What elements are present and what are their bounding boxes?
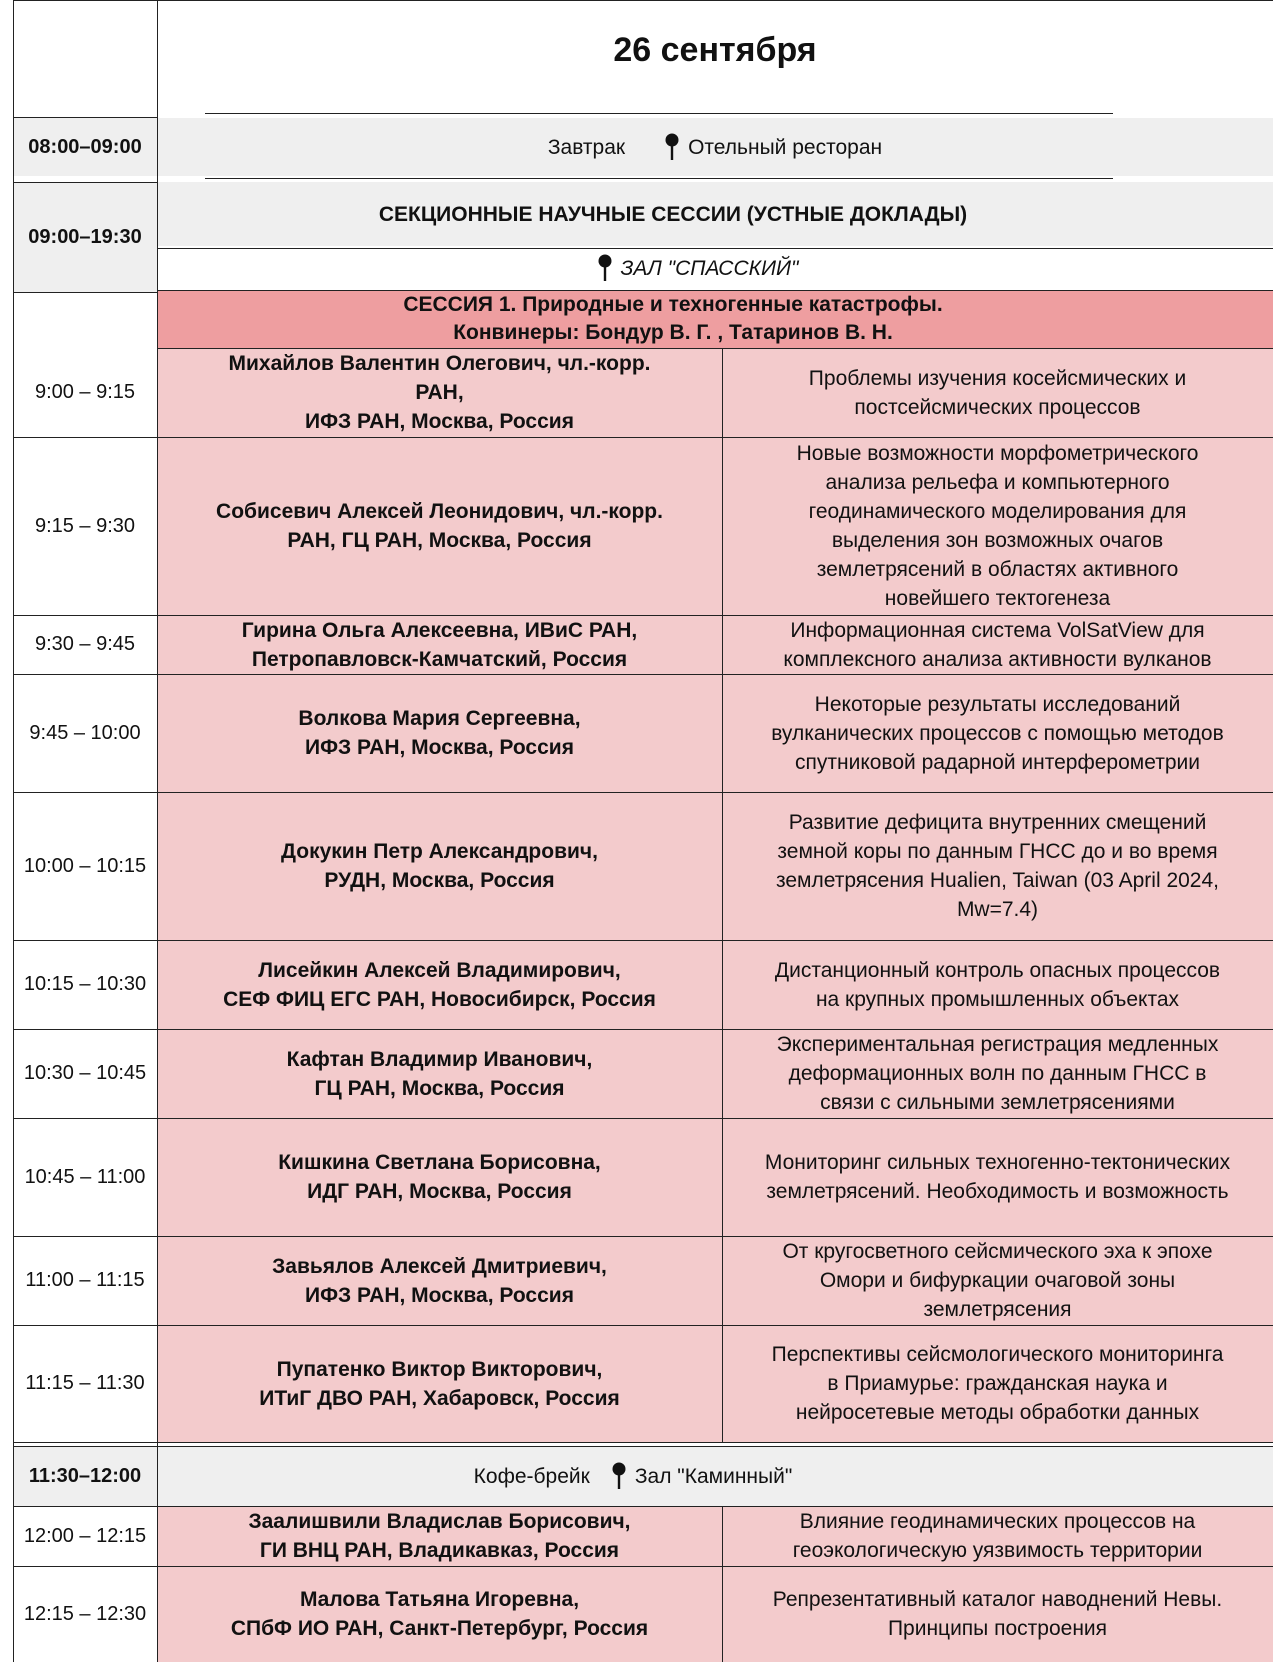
grid-line — [13, 1325, 1273, 1326]
session-title: СЕССИЯ 1. Природные и техногенные катастрофы. — [403, 293, 943, 316]
talk-speaker: Лисейкин Алексей Владимирович, СЕФ ФИЦ ЕГС РАН, Новосибирск, Россия — [157, 940, 722, 1029]
grid-line — [13, 1442, 1273, 1443]
grid-line — [13, 1446, 1273, 1447]
talk-time: 9:30 – 9:45 — [34, 633, 136, 655]
session-conveners: Конвинеры: Бондур В. Г. , Татаринов В. Н. — [453, 321, 893, 344]
talk-title: Влияние геодинамических процессов на геоэкологическую уязвимость территории — [722, 1506, 1273, 1566]
talk-time: 10:15 – 10:30 — [23, 973, 147, 995]
talk-title: Некоторые результаты исследований вулканических процессов с помощью методов спутниковой радарной интерферометрии — [722, 674, 1273, 792]
talk-title: Репрезентативный каталог наводнений Невы. Принципы построения — [722, 1566, 1273, 1662]
sessions-title-text: СЕКЦИОННЫЕ НАУЧНЫЕ СЕССИИ (УСТНЫЕ ДОКЛАДЫ) — [378, 202, 968, 226]
grid-line — [13, 0, 1273, 1]
talk-title: Мониторинг сильных техногенно-тектонических землетрясений. Необходимость и возможность — [722, 1118, 1273, 1236]
location-pin-icon — [665, 133, 679, 161]
talk-title: Экспериментальная регистрация медленных деформационных волн по данным ГНСС в связи с сильными землетрясениями — [722, 1029, 1273, 1118]
location-pin-icon — [612, 1462, 626, 1490]
talk-title: От кругосветного сейсмического эха к эпохе Омори и бифуркации очаговой зоны землетрясения — [722, 1236, 1273, 1325]
breakfast-info — [157, 118, 1273, 176]
grid-line — [205, 113, 1113, 114]
grid-line — [13, 792, 1273, 793]
talk-time: 10:00 – 10:15 — [23, 854, 147, 877]
grid-line — [13, 292, 157, 293]
talk-speaker: Волкова Мария Сергеевна, ИФЗ РАН, Москва, Россия — [157, 674, 722, 792]
breakfast-place — [665, 133, 882, 162]
talk-speaker: Пупатенко Виктор Викторович, ИТиГ ДВО РАН, Хабаровск, Россия — [157, 1325, 722, 1442]
talk-speaker: Кишкина Светлана Борисовна, ИДГ РАН, Москва, Россия — [157, 1118, 722, 1236]
grid-line — [13, 1118, 1273, 1119]
talk-time: 10:45 – 11:00 — [24, 1165, 146, 1188]
grid-line — [13, 1029, 1273, 1030]
grid-line — [13, 1566, 1273, 1567]
grid-line — [13, 674, 1273, 675]
grid-line — [13, 182, 157, 183]
grid-line — [157, 348, 1273, 349]
talk-speaker: Михайлов Валентин Олегович, чл.-корр. РАН, ИФЗ РАН, Москва, Россия — [157, 348, 722, 437]
talk-speaker: Кафтан Владимир Иванович, ГЦ РАН, Москва, Россия — [157, 1029, 722, 1118]
talk-title: Дистанционный контроль опасных процессов на крупных промышленных объектах — [722, 940, 1273, 1029]
talk-speaker: Завьялов Алексей Дмитриевич, ИФЗ РАН, Москва, Россия — [157, 1236, 722, 1325]
sessions-time: 09:00–19:30 — [28, 225, 142, 248]
breakfast-place-label: Отельный ресторан — [688, 135, 883, 159]
session-header — [157, 290, 1273, 348]
talk-time: 9:15 – 9:30 — [34, 514, 136, 537]
grid-line — [13, 615, 1273, 616]
talk-time: 12:15 – 12:30 — [23, 1602, 147, 1625]
grid-line — [722, 1506, 723, 1662]
day-title: 26 сентября — [613, 30, 817, 69]
talk-time: 9:45 – 10:00 — [29, 721, 141, 744]
talk-title: Информационная система VolSatView для комплексного анализа активности вулканов — [722, 615, 1273, 674]
grid-line — [13, 437, 1273, 438]
sessions-title — [157, 182, 1273, 246]
talk-time: 12:00 – 12:15 — [23, 1524, 147, 1547]
grid-line — [157, 290, 1273, 291]
grid-line — [157, 0, 158, 1662]
talk-speaker: Заалишвили Владислав Борисович, ГИ ВНЦ РАН, Владикавказ, Россия — [157, 1506, 722, 1566]
grid-line — [13, 1236, 1273, 1237]
talk-title: Новые возможности морфометрического анализа рельефа и компьютерного геодинамического моделирования для выделения зон возможных очагов землетрясений в областях активного новейшего тектогенеза — [722, 437, 1273, 615]
talk-title: Проблемы изучения косейсмических и постсейсмических процессов — [722, 348, 1273, 437]
coffee-place: Зал "Каминный" — [634, 1464, 793, 1488]
talk-title: Развитие дефицита внутренних смещений земной коры по данным ГНСС до и во время землетрясения Hualien, Taiwan (03 April 2024, Mw=7.4) — [722, 792, 1273, 940]
grid-line — [13, 940, 1273, 941]
grid-line — [13, 0, 14, 1662]
talk-speaker: Докукин Петр Александрович, РУДН, Москва, Россия — [157, 792, 722, 940]
talk-title: Перспективы сейсмологического мониторинга в Приамурье: гражданская наука и нейросетевые методы обработки данных — [722, 1325, 1273, 1442]
hall-row — [157, 248, 1273, 288]
talk-time: 11:00 – 11:15 — [25, 1269, 145, 1291]
talk-speaker: Гирина Ольга Алексеевна, ИВиС РАН, Петропавловск-Камчатский, Россия — [157, 615, 722, 674]
grid-line — [157, 248, 1273, 249]
grid-line — [13, 1506, 1273, 1507]
grid-line — [722, 348, 723, 1442]
talk-time: 9:00 – 9:15 — [34, 381, 136, 403]
grid-line — [13, 117, 157, 118]
coffee-info — [157, 1446, 1273, 1506]
hall-name: ЗАЛ "СПАССКИЙ" — [620, 256, 799, 280]
breakfast-time: 08:00–09:00 — [13, 118, 157, 176]
talk-time: 10:30 – 10:45 — [23, 1062, 147, 1084]
talk-time: 11:15 – 11:30 — [25, 1372, 145, 1394]
coffee-time: 11:30–12:00 — [28, 1464, 142, 1487]
talk-speaker: Малова Татьяна Игоревна, СПбФ ИО РАН, Санкт-Петербург, Россия — [157, 1566, 722, 1662]
grid-line — [205, 178, 1113, 179]
talk-speaker: Собисевич Алексей Леонидович, чл.-корр. РАН, ГЦ РАН, Москва, Россия — [157, 437, 722, 615]
breakfast-label: Завтрак — [547, 135, 626, 159]
location-pin-icon — [598, 254, 612, 282]
coffee-label: Кофе-брейк — [473, 1464, 590, 1488]
